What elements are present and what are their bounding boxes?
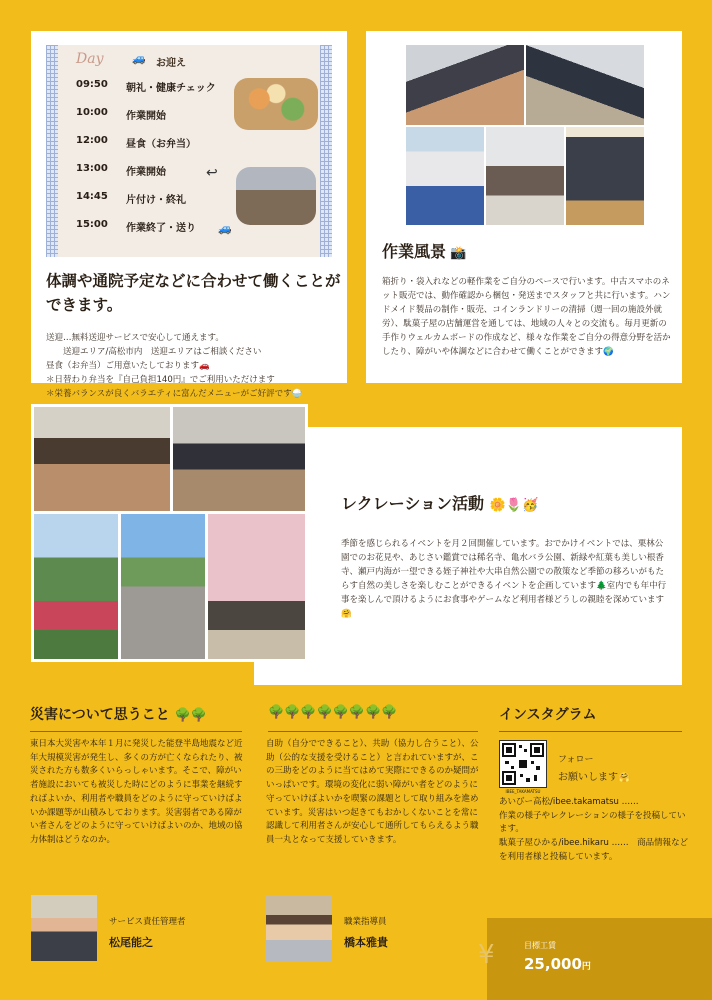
staff-role: 職業指導員 bbox=[344, 917, 387, 927]
schedule-notes: 送迎…無料送迎サービスで安心して通えます。 送迎エリア/高松市内 送迎エリアはご相談ください 昼食（お弁当）ご用意いたしております🚗 ＊日替わり弁当を『自己負担140円』でご利用いただけます ＊栄養バランスが良くバラエティに富んだメニューがご好評です🍚 bbox=[46, 333, 303, 399]
work-photo bbox=[486, 127, 564, 225]
shrine-photo bbox=[121, 514, 205, 659]
camera-icon: 📸 bbox=[450, 246, 467, 261]
target-amount: 25,000円 bbox=[524, 955, 591, 973]
work-photo bbox=[406, 45, 524, 125]
notebook-ring-left bbox=[46, 45, 58, 257]
cherry-blossom-photo bbox=[208, 514, 305, 659]
schedule-card bbox=[31, 31, 347, 399]
tree-icons bbox=[268, 704, 398, 720]
recreation-photo bbox=[34, 407, 170, 511]
recreation-card bbox=[254, 427, 682, 685]
scribble-arrow-icon: ↩ bbox=[206, 165, 218, 181]
divider bbox=[268, 731, 478, 732]
target-wage-box bbox=[487, 918, 712, 1000]
notebook-ring-right bbox=[320, 45, 332, 257]
staff-name: 松尾能之 bbox=[109, 936, 153, 949]
welcome-board-photo bbox=[566, 127, 644, 225]
workroom-photo bbox=[236, 167, 316, 225]
recreation-photos bbox=[31, 404, 308, 662]
recreation-photo bbox=[173, 407, 305, 511]
instagram-title: インスタグラム bbox=[499, 707, 597, 723]
work-card bbox=[366, 31, 682, 383]
staff-name: 橋本雅貴 bbox=[344, 936, 388, 949]
work-text: 箱折り・袋入れなどの軽作業をご自分のペースで行います。中古スマホのネット販売では、動作確認から梱包・発送までスタッフと共に行います。ハンドメイド製品の制作・販売、コインランドリーの清掃（週一回の施設外就労）、駄菓子屋の店舗運営を通しては、地域の人々との交流も。毎月更新の手作りウェルカムボードの作成など、様々な作業をご自分の得意分野を活かしたり、障がいや体調などに合わせて働くことができます🌍 bbox=[382, 277, 671, 357]
flower-icons: 🌼🌷🥳 bbox=[489, 498, 539, 513]
tree-icon: 🌳🌳 bbox=[174, 708, 207, 723]
lunch-photo bbox=[234, 78, 318, 130]
schedule-heading: 体調や通院予定などに合わせて働くことができます。 bbox=[46, 272, 341, 314]
instagram-accounts: あいびー高松/ibee.takamatsu …… 作業の様子やレクレーションの様子を投稿しています。 駄菓子屋ひかる/ibee.hikaru …… 商品情報などを利用者様と投稿しています。 bbox=[499, 797, 689, 862]
schedule-row: 10:00 作業開始 bbox=[76, 107, 166, 122]
staff-photo-avatar bbox=[266, 895, 332, 961]
disaster-title: 災害について思うこと 🌳🌳 bbox=[30, 707, 207, 723]
work-photo bbox=[526, 45, 644, 125]
work-heading: 作業風景 📸 bbox=[382, 242, 467, 261]
follow-request: お願いします🤗 bbox=[558, 772, 631, 783]
divider bbox=[499, 731, 682, 732]
car-icon: 🚙 bbox=[132, 52, 146, 65]
rose-garden-photo bbox=[34, 514, 118, 659]
qr-code[interactable] bbox=[499, 740, 547, 788]
car-icon: 🚙 bbox=[218, 222, 232, 235]
follow-label: フォロー bbox=[558, 755, 594, 765]
schedule-row: 12:00 昼食（お弁当） bbox=[76, 135, 196, 150]
schedule-row: 13:00 作業開始 bbox=[76, 163, 166, 178]
schedule-row: 14:45 片付け・終礼 bbox=[76, 191, 186, 206]
qr-code-icon bbox=[500, 741, 546, 787]
recreation-text: 季節を感じられるイベントを月２回開催しています。おでかけイベントでは、栗林公園でのお花見や、あじさい鑑賞では稀名寺、亀水バラ公園、新緑や紅葉も美しい根香寺、瀬戸内海が一望できる姪子神社や大串自然公園での散策など季節の移ろいがもたらす自然の美しさを楽しむことができるイベントを企画しています🌲室内でも年中行事を楽しんで頂けるようにお食事やゲームなど利用者様どうしの親睦を深めています🤗 bbox=[341, 539, 667, 619]
recreation-heading: レクレーション活動 🌼🌷🥳 bbox=[341, 494, 539, 513]
pickup-label: お迎え bbox=[156, 58, 186, 69]
laundry-photo bbox=[406, 127, 484, 225]
schedule-row: 09:50 朝礼・健康チェック bbox=[76, 79, 216, 94]
disaster-text: 東日本大災害や本年１月に発災した能登半島地震など近年大規模災害が発生し、多くの方が亡くなられたり、被災された方も数多くいらっしゃいます。そこで、障がい者施設においても被災した時にどのように事業を継続すればよいか、利用者や職員をどのように守っていけばよいか課題等が山積みしております。災害弱者である障がい者さんをどのように守っていけばよいのか、地域の協力体制はどうなのか。 bbox=[30, 739, 243, 845]
schedule-row: 15:00 作業終了・送り bbox=[76, 219, 196, 234]
tree-icon: 🌳🌳🌳🌳🌳🌳🌳🌳 bbox=[268, 705, 398, 720]
staff-role: サービス責任管理者 bbox=[109, 917, 186, 927]
yen-icon: ¥ bbox=[478, 940, 495, 970]
disaster-text-continued: 自助（自分でできること）、共助（協力し合うこと）、公助（公的な支援を受けること）と言われていますが、この三助をどのように当てはめて実際にできるのか疑問がいっぱいです。環境の変化に弱い障がい者をどのように守っていけばよいかを喫緊の課題として取り組みを進めています。災害はいつ起きてもおかしくないことを常に認識して利用者さんが安心して通所してもらえるよう職員一丸となって支援していきます。 bbox=[266, 739, 479, 845]
day-label: Day bbox=[76, 51, 104, 67]
staff-photo-avatar bbox=[31, 895, 97, 961]
divider bbox=[30, 731, 242, 732]
schedule-notebook bbox=[46, 45, 332, 257]
target-label: 目標工賃 bbox=[524, 941, 556, 950]
qr-label: IBEE_TAKAMATSU bbox=[505, 789, 541, 794]
